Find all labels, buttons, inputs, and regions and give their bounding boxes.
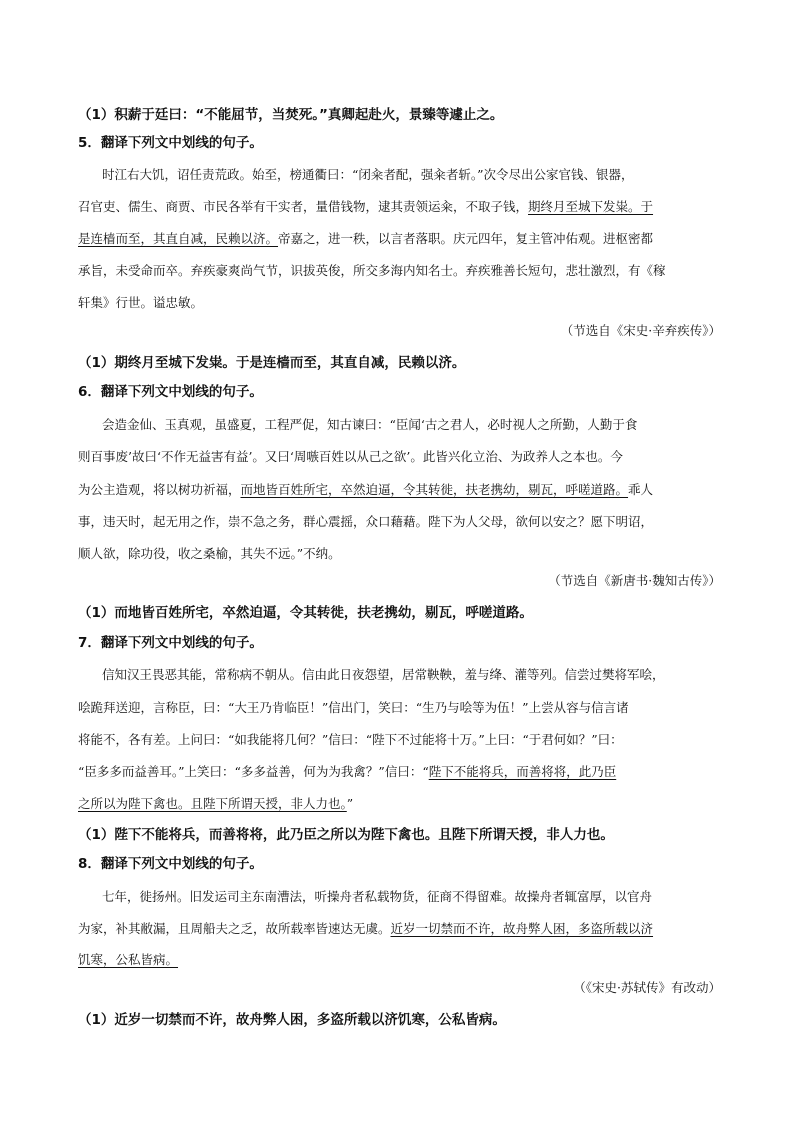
item5-passage-line5: 轩集》行世。谥忠敏。 [78,295,204,310]
item8-passage-line1: 七年，徙扬州。旧发运司主东南漕法，听操舟者私载物货，征商不得留难。故操舟者辄富厚，以官舟 [102,889,653,904]
item8-answer: （1）近岁一切禁而不许，故舟弊人困，多盗所载以济饥寒，公私皆病。 [78,1012,506,1028]
item6-passage-line2: 则百事废’故曰‘不作无益害有益’。又曰‘周嗾百姓以从己之欲’。此皆兴化立治、为政养人之本也。今 [78,449,623,464]
item5-question-title: 5．翻译下列文中划线的句子。 [78,135,263,151]
item5-passage-line1: 时江右大饥，诏任责荒政。始至，榜通衢曰：“闭籴者配，强籴者斩。”次令尽出公家官钱、银器， [102,167,634,182]
item7-passage-line2: 哙跪拜送迎，言称臣，曰：“大王乃肯临臣！”信出门，笑曰：“生乃与哙等为伍！”上尝从容与信言诸 [78,700,629,715]
item7-passage-line3: 将能不，各有差。上问曰：“如我能将几何？”信曰：“陛下不过能将十万。”上曰：“于君何如？”曰： [78,732,623,747]
item6-answer: （1）而地皆百姓所宅，卒然迫逼，令其转徙，扶老携幼，剔瓦，呼嗟道路。 [78,605,533,621]
item6-underlined-sentence: 而地皆百姓所宅，卒然迫逼，令其转徙，扶老携幼，剔瓦，呼嗟道路。 [240,482,629,497]
item7-question-title: 7．翻译下列文中划线的句子。 [78,635,263,651]
item5-answer: （1）期终月至城下发粜。于是连樯而至，其直自减，民赖以济。 [78,355,466,371]
item7-passage-line1: 信知汉王畏恶其能，常称病不朝从。信由此日夜怨望，居常鞅鞅，羞与绛、灌等列。信尝过樊将军哙， [102,667,665,682]
item8-passage-line2: 为家，补其敝漏，且周船夫之乏，故所载率皆速达无虞。近岁一切禁而不许，故舟弊人困，多盗所载以济 [78,921,654,936]
item7-underlined-sentence-part1: 陛下不能将兵，而善将将，此乃臣 [428,764,617,779]
item4-answer: （1）积薪于廷曰：“不能屈节，当焚死。”真卿起赴火，景臻等遽止之。 [78,107,504,123]
item6-passage-line1: 会造金仙、玉真观，虽盛夏，工程严促，知古谏曰：“臣闻‘古之君人，必时视人之所勤，人勤于食 [102,417,638,432]
item5-passage-line3: 是连樯而至，其直自减，民赖以济。帝嘉之，进一秩，以言者落职。庆元四年，复主管冲佑观。进枢密都 [78,231,654,246]
item5-source: （节选自《宋史·辛弃疾传》） [560,323,721,338]
item7-passage-line5: 之所以为陛下禽也。且陛下所谓天授，非人力也。” [78,796,354,811]
item7-answer: （1）陛下不能将兵，而善将将，此乃臣之所以为陛下禽也。且陛下所谓天授，非人力也。 [78,827,614,843]
item5-underlined-sentence-part2: 是连樯而至，其直自减，民赖以济。 [78,231,279,246]
item6-passage-line4: 事，违天时，起无用之作，崇不急之务，群心震摇，众口藉藉。陛下为人父母，欲何以安之？愿下明诏， [78,514,654,529]
item8-question-title: 8．翻译下列文中划线的句子。 [78,856,263,872]
item6-passage-line3: 为公主造观，将以树功祈福，而地皆百姓所宅，卒然迫逼，令其转徙，扶老携幼，剔瓦，呼嗟道路。乖人 [78,482,654,497]
item6-source: （节选自《新唐书·魏知古传》） [548,573,721,588]
item7-passage-line4: “臣多多而益善耳。”上笑曰：“多多益善，何为为我禽？”信曰：“陛下不能将兵，而善将将，此乃臣 [78,764,617,779]
item7-underlined-sentence-part2: 之所以为陛下禽也。且陛下所谓天授，非人力也。 [78,796,347,811]
item5-passage-line2: 召官吏、儒生、商贾、市民各举有干实者，量借钱物，逮其责领运籴，不取子钱，期终月至城下发粜。于 [78,199,654,214]
item5-underlined-sentence-part1: 期终月至城下发粜。于 [528,199,654,214]
item6-question-title: 6．翻译下列文中划线的句子。 [78,384,263,400]
item6-passage-line5: 顺人欲，除功役，收之桑榆，其失不远。”不纳。 [78,546,341,561]
item5-passage-line4: 承旨，未受命而卒。弃疾豪爽尚气节，识拔英俊，所交多海内知名士。弃疾雅善长短句，悲壮激烈，有《稼 [78,263,666,278]
item8-source: （《宋史·苏轼传》有改动） [573,980,721,995]
item8-underlined-sentence-part2: 饥寒，公私皆病。 [78,952,179,967]
item8-underlined-sentence-part1: 近岁一切禁而不许，故舟弊人困，多盗所载以济 [390,921,654,936]
item8-passage-line3 [78,950,178,968]
